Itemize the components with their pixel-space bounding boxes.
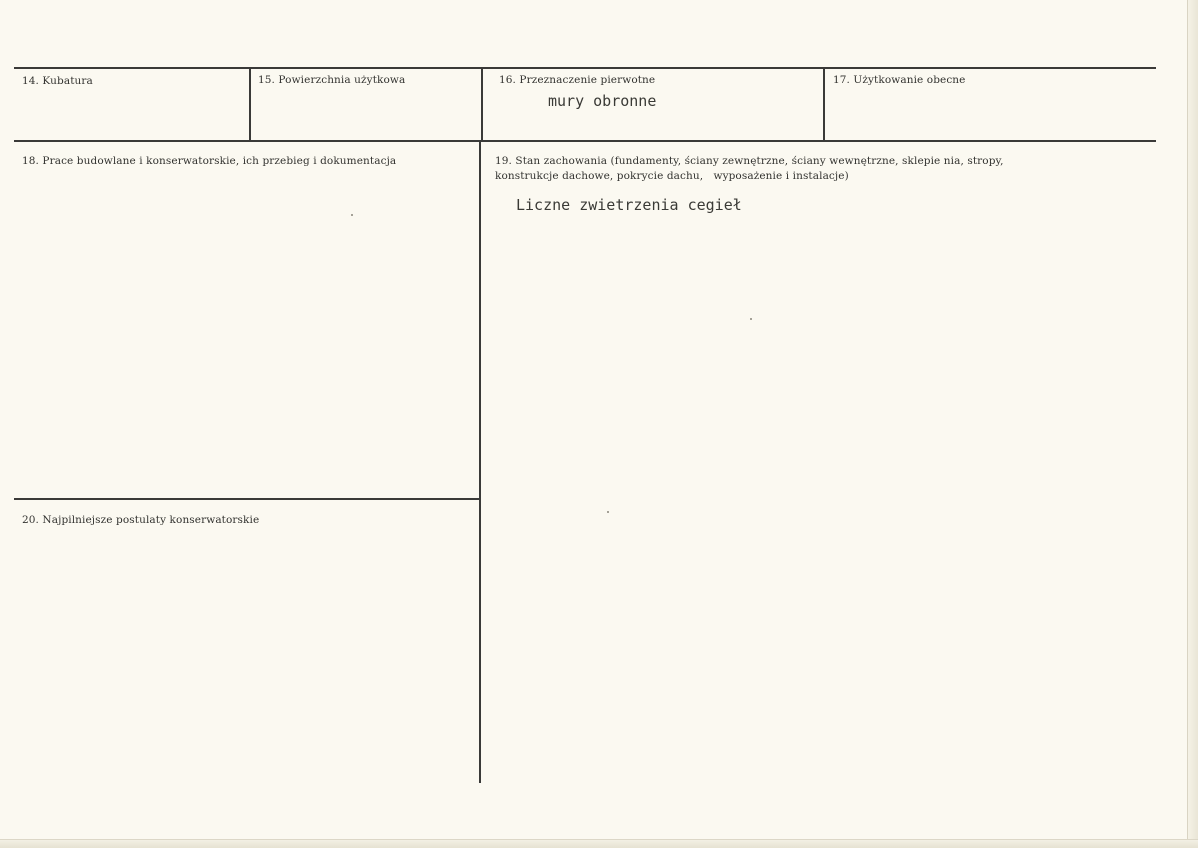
divider-16-17 xyxy=(823,68,825,141)
divider-15-16 xyxy=(481,68,483,141)
field-14-label: 14. Kubatura xyxy=(22,75,93,87)
card-edge-bottom xyxy=(0,839,1198,848)
field-17-label: 17. Użytkowanie obecne xyxy=(833,74,966,86)
field-15-label: 15. Powierzchnia użytkowa xyxy=(258,74,406,86)
field-19-label-line2: konstrukcje dachowe, pokrycie dachu, wyposażenie i instalacje) xyxy=(495,170,849,182)
field-16-value: mury obronne xyxy=(548,92,657,110)
divider-14-15 xyxy=(249,68,251,141)
paper-speck xyxy=(750,318,752,320)
field-20-label: 20. Najpilniejsze postulaty konserwatorskie xyxy=(22,514,260,526)
paper-speck xyxy=(607,511,609,513)
field-16-label: 16. Przeznaczenie pierwotne xyxy=(499,74,656,86)
divider-18-20 xyxy=(14,498,479,500)
row1-bottom-rule xyxy=(14,140,1156,142)
top-rule xyxy=(14,67,1156,69)
field-18-label: 18. Prace budowlane i konserwatorskie, ich przebieg i dokumentacja xyxy=(22,155,397,167)
field-19-label-line1: 19. Stan zachowania (fundamenty, ściany zewnętrzne, ściany wewnętrzne, sklepie nia, stropy, xyxy=(495,155,1004,167)
card-edge-right xyxy=(1187,0,1198,848)
field-19-value: Liczne zwietrzenia cegieł xyxy=(516,196,742,214)
divider-main xyxy=(479,141,481,783)
paper-speck xyxy=(351,214,353,216)
